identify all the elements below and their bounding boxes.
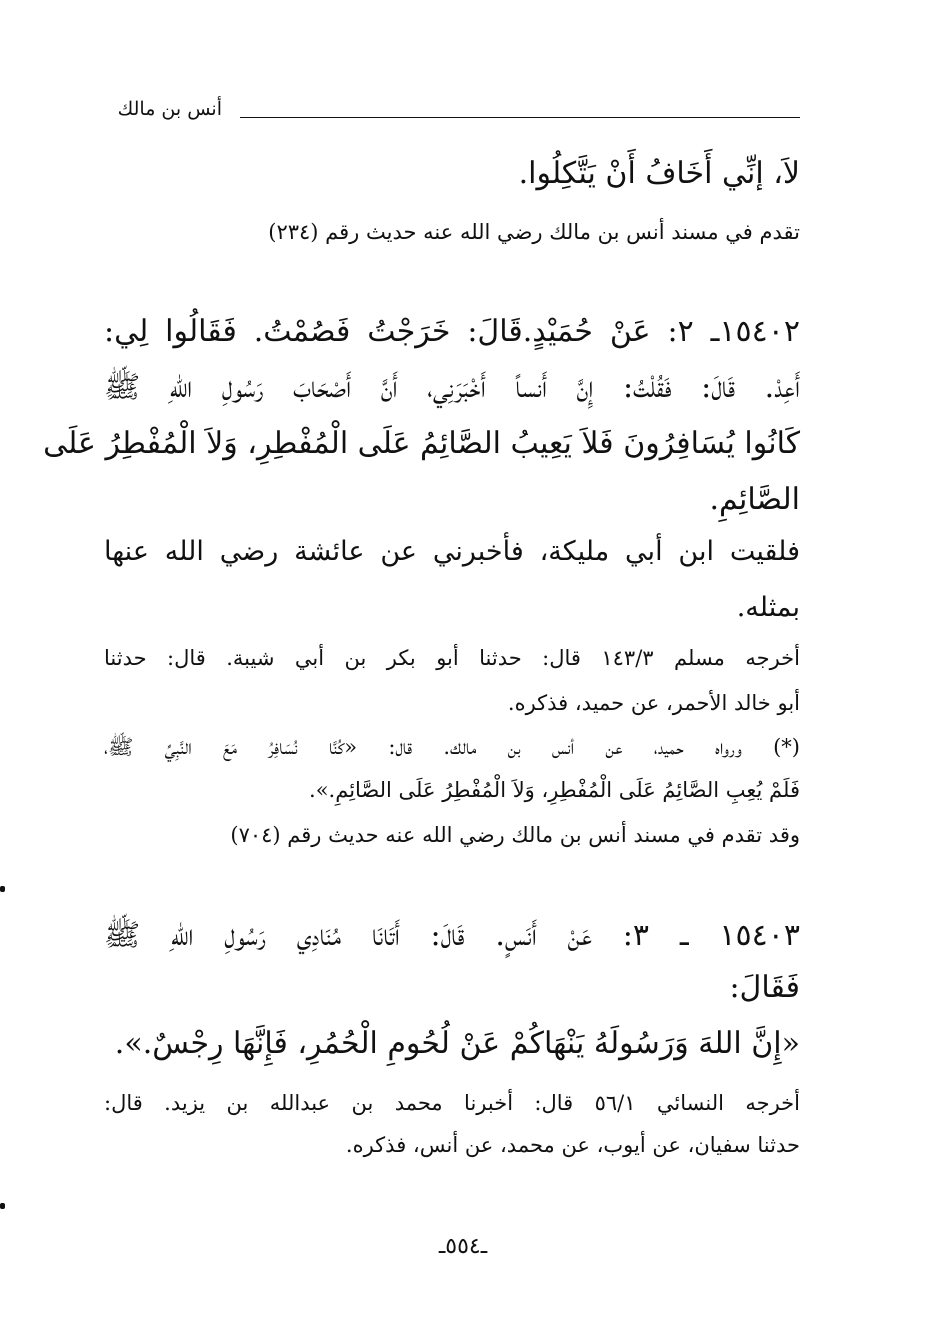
- hadith-source-note: أخرجه النسائي ٥٦/١ قال: أخبرنا محمد بن عبدالله بن يزيد. قال:: [104, 1091, 800, 1115]
- hadith-text-line: ١٥٤٠٢ـ ٢: عَنْ حُمَيْدٍ.قَالَ: خَرَجْتُ فَصُمْتُ. فَقَالُوا لِي:: [104, 314, 800, 349]
- running-header-title: أنس بن مالك: [117, 98, 222, 120]
- hadith-text-line: ١٥٤٠٣ ـ ٣: عَنْ أَنَسٍ. قَالَ: أَتَانَا مُنَادِي رَسُولِ اللهِ ﷺ: [104, 918, 800, 953]
- hadith-text-line: الصَّائِمِ.: [709, 482, 800, 517]
- hadith-source-note: أبو خالد الأحمر، عن حميد، فذكره.: [507, 691, 800, 715]
- hadith-reference-note: وقد تقدم في مسند أنس بن مالك رضي الله عنه حديث رقم (٧٠٤): [230, 823, 800, 847]
- hadith-text-line: كَانُوا يُسَافِرُونَ فَلاَ يَعِيبُ الصَّائِمُ عَلَى الْمُفْطِرِ، وَلاَ الْمُفْطِرُ عَلَى: [43, 426, 800, 461]
- hadith-variant-note: (*) ورواه حميد، عن أنس بن مالك. قال: «كُنَّا نُسَافِرُ مَعَ النَّبِيِّ ﷺ،: [104, 735, 800, 759]
- scan-edge-mark: [0, 886, 5, 892]
- scan-edge-mark: [0, 1203, 5, 1209]
- page-number: ـ٥٥٤ـ: [438, 1234, 488, 1259]
- hadith-variant-note: فَلَمْ يُعِبِ الصَّائِمُ عَلَى الْمُفْطِرِ، وَلاَ الْمُفْطِرُ عَلَى الصَّائِمِ.».: [309, 778, 800, 802]
- hadith-text-line: أَعِدْ. قَالَ: فَقُلْتُ: إِنَّ أَنساً أَخْبَرَنِي، أَنَّ أَصْحَابَ رَسُولِ اللهِ ﷺ: [104, 370, 800, 405]
- hadith-text-line: «إِنَّ اللهَ وَرَسُولَهُ يَنْهَاكُمْ عَنْ لُحُومِ الْحُمُرِ، فَإِنَّهَا رِجْسٌ.».: [114, 1026, 800, 1061]
- hadith-source-note: أخرجه مسلم ١٤٣/٣ قال: حدثنا أبو بكر بن أبي شيبة. قال: حدثنا: [104, 646, 800, 670]
- header-rule: [240, 117, 800, 118]
- hadith-reference-note: تقدم في مسند أنس بن مالك رضي الله عنه حديث رقم (٢٣٤): [268, 220, 800, 244]
- hadith-extra-line: بمثله.: [736, 592, 800, 623]
- hadith-source-note: حدثنا سفيان، عن أيوب، عن محمد، عن أنس، فذكره.: [345, 1133, 800, 1157]
- hadith-extra-line: فلقيت ابن أبي مليكة، فأخبرني عن عائشة رضي الله عنها: [104, 536, 800, 567]
- hadith-text-line: فَقَالَ:: [729, 970, 800, 1005]
- hadith-text-line: لاَ، إنِّي أَخَافُ أَنْ يَتَّكِلُوا.: [518, 156, 800, 191]
